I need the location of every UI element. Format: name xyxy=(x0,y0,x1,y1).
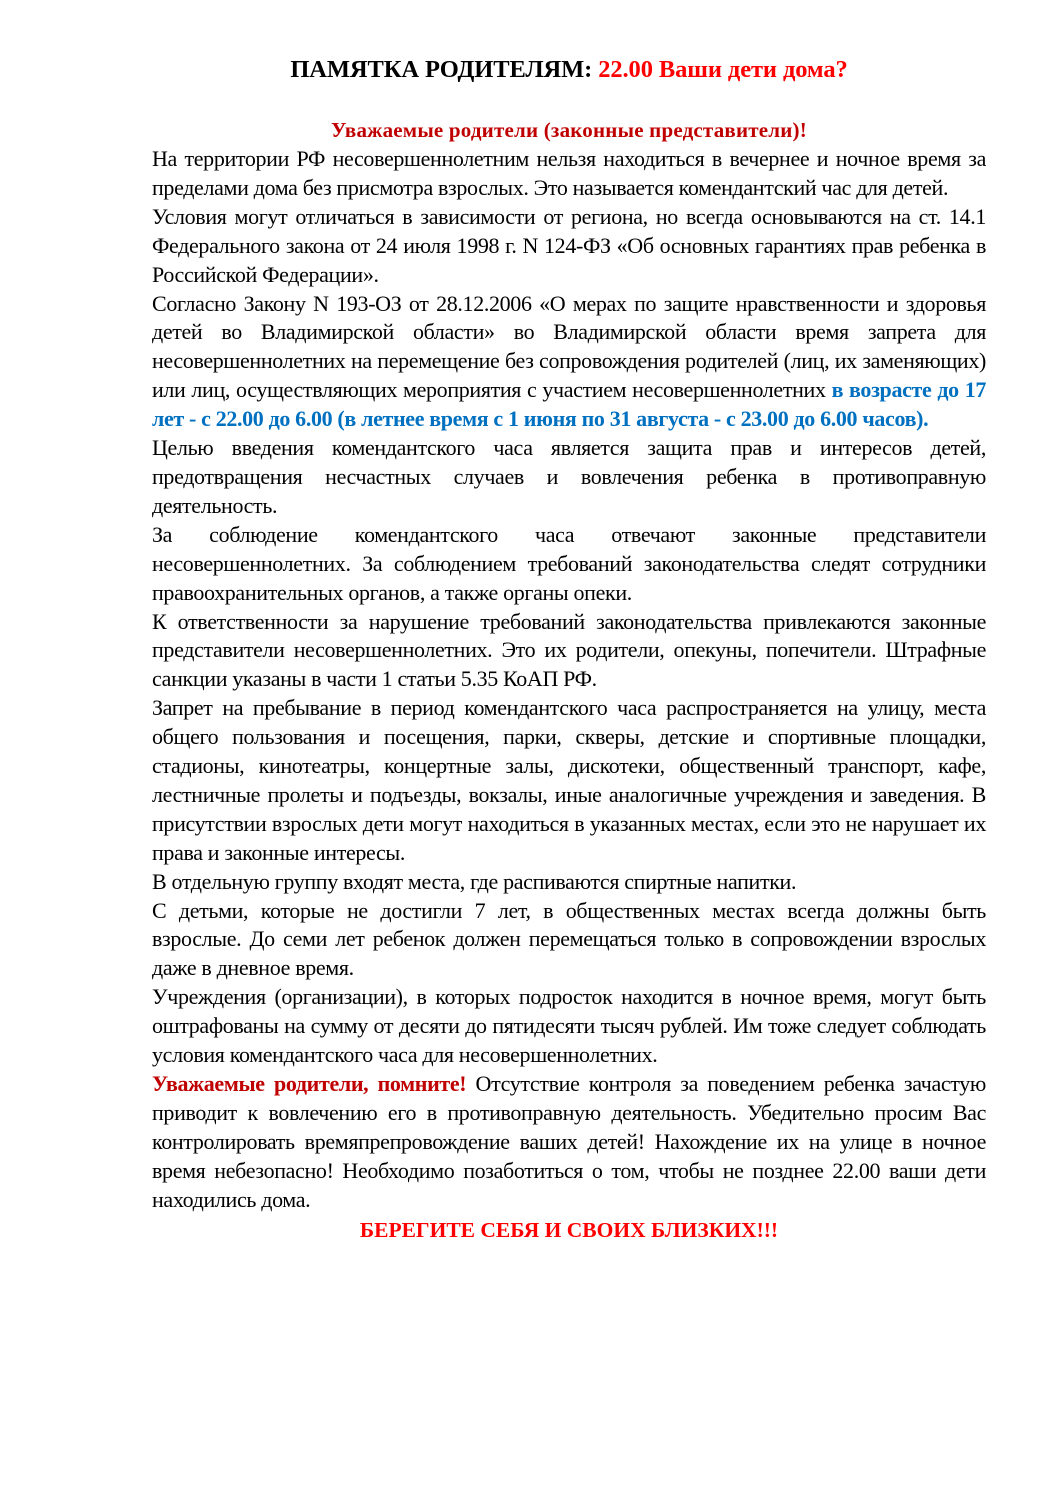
title-main: ПАМЯТКА РОДИТЕЛЯМ: xyxy=(290,56,599,83)
reminder-text: Отсутствие контроля за поведением ребенка зачастую приводит к вовлечению его в противоправную деятельность. Убедительно просим Вас контролировать времяпрепровождение ваших детей! Нахождение их на улице в ночное время небезопасно! Необходимо позаботиться о том, чтобы не позднее 22.00 ваши дети находились дома. xyxy=(152,1071,986,1212)
paragraph-regional-law xyxy=(152,290,986,435)
paragraph-liability: К ответственности за нарушение требований законодательства привлекаются законные представители несовершеннолетних. Это их родители, опекуны, попечители. Штрафные санкции указаны в части 1 статьи 5.35 КоАП РФ. xyxy=(152,608,986,692)
paragraph-reminder xyxy=(152,1070,986,1215)
regional-law-text: Согласно Закону N 193-ОЗ от 28.12.2006 «О мерах по защите нравственности и здоровья детей во Владимирской области» во Владимирской области время запрета для несовершеннолетних на перемещение без сопровождения родителей (лиц, их заменяющих) или лиц, осуществляющих мероприятия с участием несовершеннолетних xyxy=(152,290,986,403)
title-accent: 22.00 Ваши дети дома? xyxy=(598,56,848,83)
paragraph-under-seven: С детьми, которые не достигли 7 лет, в общественных местах всегда должны быть взрослые. До семи лет ребенок должен перемещаться только в сопровождении взрослых даже в дневное время. xyxy=(152,897,986,981)
reminder-heading: Уважаемые родители, помните! xyxy=(152,1071,467,1096)
greeting-subtitle: Уважаемые родители (законные представители)! xyxy=(331,118,807,142)
paragraph-restricted-places: Запрет на пребывание в период комендантского часа распространяется на улицу, места общего пользования и посещения, парки, скверы, детские и спортивные площадки, стадионы, кинотеатры, концертные залы, дискотеки, общественный транспорт, кафе, лестничные пролеты и подъезды, вокзалы, иные аналогичные учреждения и заведения. В присутствии взрослых дети могут находиться в указанных местах, если это не нарушает их права и законные интересы. xyxy=(152,695,986,865)
page-title xyxy=(152,52,986,88)
paragraph-curfew-intro: На территории РФ несовершеннолетним нельзя находиться в вечернее и ночное время за пределами дома без присмотра взрослых. Это называется комендантский час для детей. xyxy=(152,146,986,200)
paragraph-responsibility: За соблюдение комендантского часа отвечают законные представители несовершеннолетних. За соблюдением требований законодательства следят сотрудники правоохранительных органов, а также органы опеки. xyxy=(152,521,986,605)
closing-slogan: БЕРЕГИТЕ СЕБЯ И СВОИХ БЛИЗКИХ!!! xyxy=(359,1217,779,1242)
regional-law-end: . xyxy=(923,406,929,432)
paragraph-organizations: Учреждения (организации), в которых подросток находится в ночное время, могут быть оштрафованы на сумму от десяти до пятидесяти тысяч рублей. Им тоже следует соблюдать условия комендантского часа для несовершеннолетних. xyxy=(152,984,986,1068)
document-page xyxy=(152,52,986,1245)
paragraph-federal-law: Условия могут отличаться в зависимости от региона, но всегда основываются на ст. 14.1 Федерального закона от 24 июля 1998 г. N 124-ФЗ «Об основных гарантиях прав ребенка в Российской Федерации». xyxy=(152,203,986,287)
paragraph-alcohol-places: В отдельную группу входят места, где распиваются спиртные напитки. xyxy=(152,868,797,894)
curfew-hours-highlight: в возрасте до 17 лет - с 22.00 до 6.00 (в летнее время с 1 июня по 31 августа - с 23.00 до 6.00 часов) xyxy=(152,377,987,432)
paragraph-purpose: Целью введения комендантского часа является защита прав и интересов детей, предотвращения несчастных случаев и вовлечения ребенка в противоправную деятельность. xyxy=(152,435,986,518)
